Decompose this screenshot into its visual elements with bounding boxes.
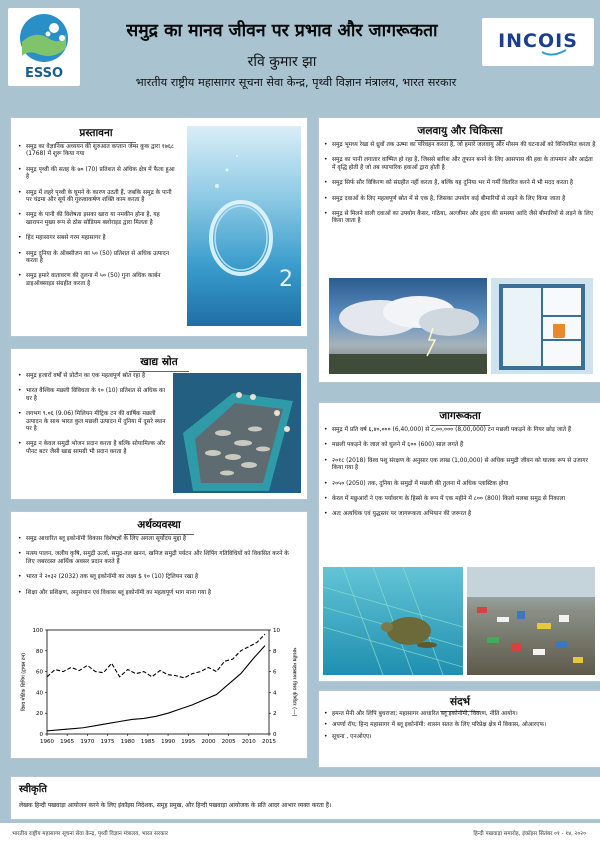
- awareness-section: [318, 402, 600, 682]
- incois-logo: [482, 18, 594, 66]
- x-tick-label: 2010: [241, 739, 256, 745]
- y-left-tick-label: 0: [39, 732, 43, 738]
- y-left-axis-label: विश्व मोटिक शिपिंग (ट्रायल टन): [21, 652, 27, 712]
- esso-logo: [8, 8, 80, 86]
- economy-list: [17, 536, 299, 597]
- list-item: • समुद्र सिर्फ सौर विकिरण को संग्रहीत नहीं करता है, बल्कि यह दुनिया भर में गर्मी वितरित करने में भी मदद करता है: [331, 180, 597, 187]
- introduction-list: [17, 144, 177, 288]
- references-section: [318, 690, 600, 768]
- x-tick-label: 1965: [60, 739, 75, 745]
- footer: [0, 823, 600, 843]
- poster-header: [0, 0, 600, 104]
- list-item: • समुद्र आधारित ब्लू इकोनॉमी विकास विशेषज्ञों के लिए अगला सूर्योदय मुद्दा है: [25, 536, 299, 543]
- list-item: • समुद्र का वैज्ञानिक अध्ययन की शुरुआत कप्तान जेम्स कुक द्वारा १७६८ (1768) में शुरू किया गया: [25, 144, 177, 159]
- list-item: • समुद्र का पानी लगातार वाष्पित हो रहा है, जिससे बारिश और तूफान बनने के लिए आसपास की हवा के तापमान और आर्द्रता में वृद्धि होती है जो तब व्यापारिक हवाओं द्वारा होती है: [331, 157, 597, 172]
- economy-title: अर्थव्यवस्था: [11, 518, 307, 535]
- list-item: • अतः अत्यधिक एवं युद्धस्तर पर जागरूकता अभियान की जरूरत है: [331, 511, 597, 518]
- list-item: • हमन्त मैनी और लिपि बुधराजा; महासागर आधारित ब्लू इकोनॉमी, विवरण, नीति आयोग।: [331, 711, 597, 718]
- y-right-tick-label: 10: [273, 628, 280, 634]
- medicine-cabinet-image: [491, 278, 593, 374]
- x-tick-label: 1970: [80, 739, 95, 745]
- climate-medicine-section: [318, 117, 600, 383]
- y-left-tick-label: 20: [36, 711, 43, 718]
- x-tick-label: 1995: [181, 739, 196, 745]
- y-right-tick-label: 8: [273, 648, 277, 655]
- x-tick-label: 2000: [201, 739, 216, 745]
- list-item: • समुद्र में प्रति वर्ष ६,४०,००० (6,40,000) से ८,००,००० (8,00,000) टन मछली पकड़ने के गियर छोड़ जाते हैं: [331, 427, 597, 434]
- introduction-section: [10, 117, 308, 337]
- list-item: • समुद्र में लहरे पृथ्वी के घूमने के कारण उठती हैं, जबकि समुद्र के पानी पर चंद्रमा और सूर्य की गुरुत्वाकर्षण शक्ति काम करता है: [25, 190, 177, 205]
- acknowledgement-title: स्वीकृति: [19, 784, 48, 795]
- storm-clouds-image: [329, 278, 487, 374]
- y-right-tick-label: 6: [273, 669, 277, 676]
- list-item: • समुद्र दुनिया के ऑक्सीजन का ५० (50) प्रतिशत से अधिक उत्पादन करता है: [25, 251, 177, 266]
- footer-right: हिन्दी पखवाड़ा समारोह, इंकॉइस सितंबर ०१ - १४, २०२०: [473, 831, 586, 837]
- footer-left: भारतीय राष्ट्रीय महासागर सूचना सेवा केन्द्र, पृथ्वी विज्ञान मंत्रालय, भारत सरकार: [12, 831, 169, 837]
- list-item: • शिक्षा और प्रशिक्षण, अनुसंधान एवं विकास ब्लू इकोनॉमी का महत्वपूर्ण भाग माना गया है: [25, 590, 299, 597]
- x-tick-label: 1985: [140, 739, 155, 745]
- chart-plot-frame: [47, 630, 269, 734]
- x-tick-label: 1960: [40, 739, 54, 745]
- svg-text:2: 2: [279, 267, 293, 292]
- food-source-title: खाद्य स्रोत: [11, 355, 307, 372]
- author-name: रवि कुमार झा: [247, 54, 317, 70]
- x-tick-label: 1975: [100, 739, 115, 745]
- y-left-tick-label: 100: [32, 628, 43, 634]
- x-tick-label: 2015: [262, 739, 276, 745]
- list-item: • केरल में मछुआरों ने एक पर्यावरण के हिस्से के रूप में एक महीने में ८०० (800) किलो मलबा समुद्र से निकाला: [331, 496, 597, 503]
- shipping-chart-svg: [15, 622, 303, 754]
- food-source-section: [10, 348, 308, 500]
- x-tick-label: 2005: [221, 739, 236, 745]
- awareness-title: जागरूकता: [319, 409, 600, 426]
- plastic-waste-beach-image: [467, 567, 595, 675]
- list-item: • समुद्र के पानी की विशेषता इसका खारा या नमकीन होना है, यह खारापन मुख्य रूप से ठोस सोडियम क्लोराइड द्वारा मिलता है: [25, 212, 177, 227]
- poster-title: समुद्र का मानव जीवन पर प्रभाव और जागरूकता: [126, 21, 438, 41]
- x-tick-label: 1990: [161, 739, 176, 745]
- economy-section: [10, 511, 308, 759]
- affiliation: भारतीय राष्ट्रीय महासागर सूचना सेवा केन्द्र, पृथ्वी विज्ञान मंत्रालय, भारत सरकार: [135, 76, 457, 89]
- list-item: • मछली पकड़ने के जाल को घुलने में ६०० (600) साल लगते हैं: [331, 442, 597, 449]
- y-left-tick-label: 60: [36, 669, 43, 676]
- references-title: संदर्भ: [319, 695, 600, 712]
- shipping-chart: [15, 622, 303, 754]
- list-item: • हिंद महासागर सबसे गरम महासागर है: [25, 235, 177, 242]
- list-item: • भारत वैश्विक मछली विविधता के १० (10) प्रतिशत से अधिक का घर है: [25, 388, 167, 403]
- x-tick-label: 1980: [120, 739, 135, 745]
- y-right-tick-label: 2: [273, 711, 277, 718]
- ocean-o2-image: [187, 126, 301, 326]
- list-item: • समुद्र से मिलने वाली दवाओं का उपयोग कैंसर, गठिया, अल्जीमर और हृदय की समस्या आदि जैसे बीमारियों से लड़ने के लिए किया जाता है: [331, 211, 597, 226]
- list-item: • लगभग ९.०६ (9.06) मिलियन मीट्रिक टन की वार्षिक मछली उत्पादन के साथ भारत कुल मछली उत्पादन में दुनिया में दूसरे स्थान पर है: [25, 411, 167, 433]
- esso-logo-text: ESSO: [24, 66, 64, 81]
- climate-medicine-list: [323, 142, 597, 226]
- acknowledgement-text: लेखक हिन्दी पखवाड़ा आयोजन करने के लिए इंकॉइस निदेशक, समूह प्रमुख, और हिन्दी पखवाड़ा आयोजक के प्रति आदर आभार व्यक्त करता हैं।: [19, 802, 332, 809]
- turtle-in-net-image: [323, 567, 463, 675]
- incois-logo-text: INCOIS: [498, 30, 578, 52]
- list-item: • मत्स्य पालन, जलीय कृषि, समुद्री ऊर्जा, समुद्र-तल खनन, खनिज समुद्री पर्यटन और शिपिंग गतिविधियों को विकसित करने के लिए जबरदस्त आर्थिक अवसर प्रदान करते हैं: [25, 551, 299, 566]
- references-list: [323, 711, 597, 741]
- list-item: • २०५० (2050) तक, दुनिया के समुद्रों में मछली की तुलना में अधिक प्लास्टिक होगा: [331, 481, 597, 488]
- food-source-list: [17, 373, 167, 456]
- list-item: • समुद्र हमारे वातावरण की तुलना में ५० (50) गुना अधिक कार्बन डाइऑक्साइड संग्रहीत करता है: [25, 273, 177, 288]
- y-right-axis-label: भारतीय महासागर विश्व कीमीटर (---): [291, 647, 297, 717]
- list-item: • अपर्णा रॉय; हिन्द महासागर में ब्लू इकोनॉमी: शासन सतत के लिए परिप्रेक्ष क्षेत्र में विकास, ओआरएफ।: [331, 722, 597, 729]
- y-left-tick-label: 40: [36, 690, 43, 697]
- list-item: • भारत ने २०३२ (2032) तक ब्लू इकोनॉमी का लक्ष्य $ १० (10) ट्रिलियन रखा है: [25, 574, 299, 581]
- y-right-tick-label: 4: [273, 690, 277, 697]
- list-item: • समुद्र पृथ्वी की सतह के ७० (70) प्रतिशत से अधिक क्षेत्र में फैला हुआ है: [25, 167, 177, 182]
- list-item: • समुद्र न केवल समुद्री भोजन प्रदान करता है बल्कि सोयामिल्क और पौनट बटर जैसी खाद्य सामग्री भी प्रदान करता है: [25, 441, 167, 456]
- list-item: • समुद्र भूमध्य रेखा से ध्रुवों तक ऊष्मा का परिवहन करता है, जो हमारे जलवायु और मौसम की घटनाओं को विनियमित करता है: [331, 142, 597, 149]
- list-item: • समुद्र हजारों वर्षों से प्रोटीन का एक महत्वपूर्ण स्रोत रहा है: [25, 373, 167, 380]
- list-item: • २०१८ (2018) विश्व पशु संरक्षण के अनुसार एक लाख (1,00,000) से अधिक समुद्री जीवन को घातक रूप से उजागर किया गया है: [331, 458, 597, 473]
- climate-medicine-title: जलवायु और चिकित्सा: [319, 124, 600, 141]
- list-item: • समुद्र दवाओं के लिए महत्वपूर्ण स्रोत में से एक है, जिसका उपयोग कई बीमारियों से लड़ने के लिए किया जाता है: [331, 196, 597, 203]
- list-item: • सूचना , एनओएए।: [331, 734, 597, 741]
- awareness-list: [323, 427, 597, 519]
- introduction-title: प्रस्तावना: [11, 126, 181, 143]
- y-left-tick-label: 80: [36, 648, 43, 655]
- fishing-boat-image: [173, 373, 301, 493]
- y-right-tick-label: 0: [273, 732, 277, 738]
- acknowledgement-section: [10, 776, 600, 820]
